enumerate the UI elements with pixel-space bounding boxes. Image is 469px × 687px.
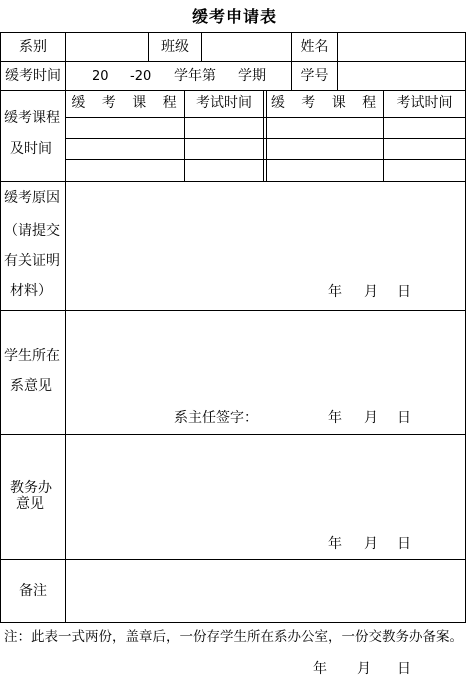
footnote: 注：此表一式两份，盖章后，一份存学生所在系办公室，一份交教务办备案。: [4, 629, 463, 645]
dept-date-month: 月: [364, 410, 378, 426]
dept-date-year: 年: [328, 410, 342, 426]
reason-label-line2: （请提交: [4, 223, 60, 239]
student-id-label: 学号: [300, 68, 329, 84]
reason-label-line3: 有关证明: [4, 253, 60, 269]
reason-date-year: 年: [328, 284, 342, 300]
remarks-field[interactable]: [68, 562, 463, 620]
term-semester-label: 学期: [238, 68, 266, 84]
course-label-line1: 缓考课程: [4, 110, 60, 126]
reason-date-month: 月: [364, 284, 378, 300]
reason-label-line1: 缓考原因: [4, 190, 60, 206]
footer-date-year: 年: [313, 661, 327, 677]
department-field[interactable]: [68, 39, 146, 57]
reason-date-day: 日: [397, 284, 411, 300]
footer-date-day: 日: [397, 661, 411, 677]
dept-date-day: 日: [397, 410, 411, 426]
course-header-right: 缓 考 课 程: [270, 95, 383, 111]
reason-label-line4: 材料）: [10, 283, 52, 299]
dept-opinion-label-line1: 学生所在: [4, 348, 60, 364]
reason-field[interactable]: [68, 184, 463, 280]
dept-head-signature-label: 系主任签字：: [174, 410, 258, 426]
exam-time-header-right: 考试时间: [396, 95, 453, 111]
term-year-end: -20: [130, 69, 152, 84]
remarks-label: 备注: [19, 583, 47, 599]
dept-opinion-label-line2: 系意见: [10, 378, 52, 394]
form-title: 缓考申请表: [191, 7, 277, 26]
exam-time-header-left: 考试时间: [196, 95, 252, 111]
course-header-left: 缓 考 课 程: [71, 95, 183, 111]
term-year-start: 20: [92, 69, 109, 84]
academic-opinion-field[interactable]: [68, 437, 463, 527]
student-id-field[interactable]: [339, 66, 463, 86]
name-field[interactable]: [339, 39, 463, 57]
defer-time-label: 缓考时间: [5, 68, 61, 84]
footer-date-month: 月: [357, 661, 371, 677]
course-label-line2: 及时间: [10, 141, 52, 157]
academic-opinion-label-line2: 意见: [16, 496, 44, 512]
academic-date-day: 日: [397, 536, 411, 552]
academic-opinion-label-line1: 教务办: [10, 480, 52, 496]
department-label: 系别: [19, 39, 47, 55]
academic-date-year: 年: [328, 536, 342, 552]
class-field[interactable]: [203, 39, 289, 57]
name-label: 姓名: [300, 39, 329, 55]
academic-date-month: 月: [364, 536, 378, 552]
dept-opinion-field[interactable]: [68, 313, 463, 403]
class-label: 班级: [161, 39, 189, 55]
term-academic-year-label: 学年第: [174, 68, 216, 84]
